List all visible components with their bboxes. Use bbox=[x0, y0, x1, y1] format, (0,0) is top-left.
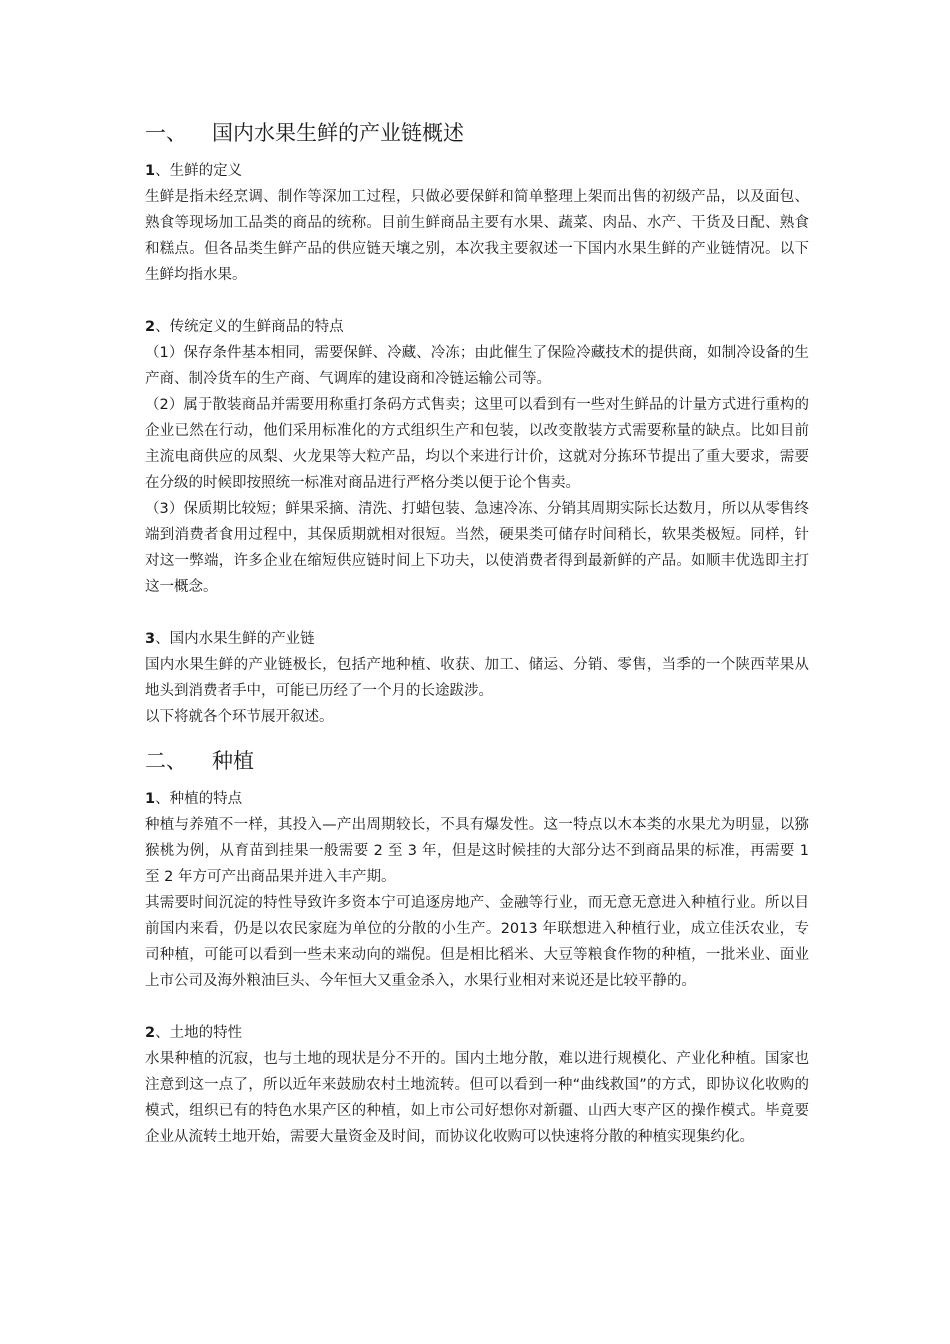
subsection-heading bbox=[145, 158, 809, 184]
section-heading bbox=[145, 118, 809, 148]
paragraph: （1）保存条件基本相同，需要保鲜、冷藏、冷冻；由此催生了保险冷藏技术的提供商，如制冷设备的生产商、制冷货车的生产商、气调库的建设商和冷链运输公司等。 bbox=[145, 345, 809, 387]
section-number: 二、 bbox=[145, 749, 187, 773]
paragraph: 水果种植的沉寂，也与土地的现状是分不开的。国内土地分散，难以进行规模化、产业化种植。国家也注意到这一点了，所以近年来鼓励农村土地流转。但可以看到一种“曲线救国”的方式，即协议化收购的模式，组织已有的特色水果产区的种植，如上市公司好想你对新疆、山西大枣产区的操作模式。毕竟要企业从流转土地开始，需要大量资金及时间，而协议化收购可以快速将分散的种植实现集约化。 bbox=[145, 1051, 809, 1145]
section-title: 国内水果生鲜的产业链概述 bbox=[212, 121, 464, 145]
subsection-title: 、种植的特点 bbox=[155, 791, 243, 807]
subsection-title: 、土地的特性 bbox=[155, 1025, 243, 1041]
subsection-title: 、国内水果生鲜的产业链 bbox=[155, 631, 315, 647]
subsection-heading bbox=[145, 786, 809, 812]
subsection-number: 2 bbox=[145, 319, 156, 335]
subsection-title: 、传统定义的生鲜商品的特点 bbox=[155, 319, 344, 335]
section-title: 种植 bbox=[212, 749, 254, 773]
paragraph: 以下将就各个环节展开叙述。 bbox=[145, 709, 334, 725]
paragraph: 种植与养殖不一样，其投入—产出周期较长，不具有爆发性。这一特点以木本类的水果尤为明显，以猕猴桃为例，从育苗到挂果一般需要 2 至 3 年，但是这时候挂的大部分达不到商品果的标准，再需要 1 至 2 年方可产出商品果并进入丰产期。 bbox=[145, 817, 809, 885]
paragraph: 生鲜是指未经烹调、制作等深加工过程，只做必要保鲜和简单整理上架而出售的初级产品，以及面包、熟食等现场加工品类的商品的统称。目前生鲜商品主要有水果、蔬菜、肉品、水产、干货及日配、熟食和糕点。但各品类生鲜产品的供应链天壤之别，本次我主要叙述一下国内水果生鲜的产业链情况。以下生鲜均指水果。 bbox=[145, 189, 809, 283]
subsection-number: 2 bbox=[145, 1025, 156, 1041]
document-page bbox=[145, 118, 809, 1150]
paragraph: （3）保质期比较短；鲜果采摘、清洗、打蜡包装、急速冷冻、分销其周期实际长达数月，所以从零售终端到消费者食用过程中，其保质期就相对很短。当然，硬果类可储存时间稍长，软果类极短。同样，针对这一弊端，许多企业在缩短供应链时间上下功夫，以使消费者得到最新鲜的产品。如顺丰优选即主打这一概念。 bbox=[145, 501, 809, 595]
paragraph: （2）属于散装商品并需要用称重打条码方式售卖；这里可以看到有一些对生鲜品的计量方式进行重构的企业已然在行动，他们采用标准化的方式组织生产和包装，以改变散装方式需要称量的缺点。比如目前主流电商供应的凤梨、火龙果等大粒产品，均以个来进行计价，这就对分拣环节提出了重大要求，需要在分级的时候即按照统一标准对商品进行严格分类以便于论个售卖。 bbox=[145, 397, 809, 491]
spacer bbox=[145, 288, 809, 314]
subsection-heading bbox=[145, 1020, 809, 1046]
paragraph: 国内水果生鲜的产业链极长，包括产地种植、收获、加工、储运、分销、零售，当季的一个陕西苹果从地头到消费者手中，可能已历经了一个月的长途跋涉。 bbox=[145, 657, 809, 699]
subsection-number: 3 bbox=[145, 631, 156, 647]
spacer bbox=[145, 994, 809, 1020]
subsection-heading bbox=[145, 626, 809, 652]
paragraph: 其需要时间沉淀的特性导致许多资本宁可追逐房地产、金融等行业，而无意无意进入种植行业。所以目前国内来看，仍是以农民家庭为单位的分散的小生产。2013 年联想进入种植行业，成立佳沃农业，专司种植，可能可以看到一些未来动向的端倪。但是相比稻米、大豆等粮食作物的种植，一批米业、面业上市公司及海外粮油巨头、今年恒大又重金杀入，水果行业相对来说还是比较平静的。 bbox=[145, 895, 809, 989]
subsection-title: 、生鲜的定义 bbox=[155, 163, 243, 179]
section-number: 一、 bbox=[145, 121, 187, 145]
subsection-number: 1 bbox=[145, 163, 156, 179]
section-heading bbox=[145, 746, 809, 776]
subsection-number: 1 bbox=[145, 791, 156, 807]
spacer bbox=[145, 600, 809, 626]
subsection-heading bbox=[145, 314, 809, 340]
